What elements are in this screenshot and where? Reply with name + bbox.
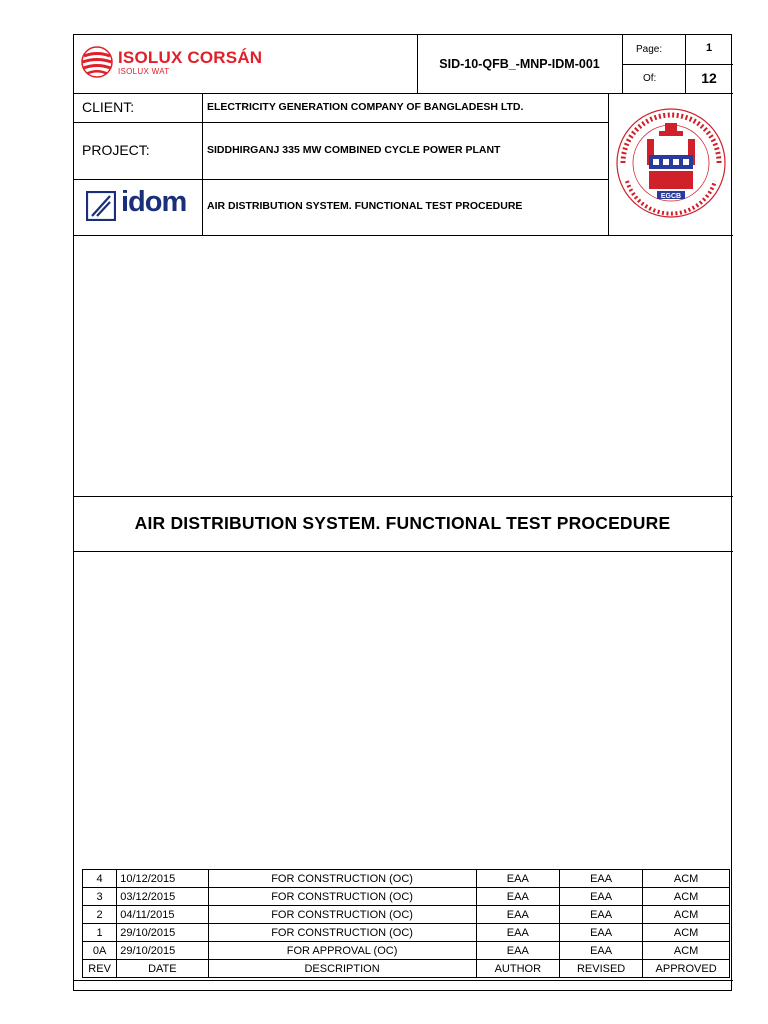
revision-table: [82, 869, 730, 978]
approved-cell: ACM: [643, 870, 730, 888]
revised-cell: EAA: [559, 942, 642, 960]
date-cell: 03/12/2015: [117, 888, 208, 906]
header-approved: APPROVED: [643, 960, 730, 978]
egcb-seal-icon: [609, 95, 733, 234]
page-label: Page:: [636, 44, 663, 55]
date-cell: 29/10/2015: [117, 942, 208, 960]
description-cell: FOR APPROVAL (OC): [208, 942, 476, 960]
document-id: SID-10-QFB_-MNP-IDM-001: [439, 57, 600, 71]
divider: [74, 179, 608, 180]
table-row: [83, 924, 730, 942]
description-cell: FOR CONSTRUCTION (OC): [208, 888, 476, 906]
isolux-globe-icon: [80, 45, 114, 79]
author-cell: EAA: [476, 906, 559, 924]
approved-cell: ACM: [643, 924, 730, 942]
revised-cell: EAA: [559, 924, 642, 942]
divider: [74, 93, 608, 94]
date-cell: 10/12/2015: [117, 870, 208, 888]
rev-cell: 2: [83, 906, 117, 924]
project-value: SIDDHIRGANJ 335 MW COMBINED CYCLE POWER PLANT: [207, 144, 501, 156]
rev-cell: 4: [83, 870, 117, 888]
revised-cell: EAA: [559, 870, 642, 888]
idom-logo: [86, 186, 198, 223]
header-author: AUTHOR: [476, 960, 559, 978]
of-label: Of:: [643, 73, 657, 84]
table-row: [83, 888, 730, 906]
header-description: DESCRIPTION: [208, 960, 476, 978]
idom-logo-text: idom: [121, 186, 187, 218]
company-subname: ISOLUX WAT: [118, 67, 170, 76]
client-value: ELECTRICITY GENERATION COMPANY OF BANGLADESH LTD.: [207, 101, 524, 113]
author-cell: EAA: [476, 924, 559, 942]
client-label: CLIENT:: [82, 99, 135, 115]
date-cell: 29/10/2015: [117, 924, 208, 942]
table-row: [83, 870, 730, 888]
date-cell: 04/11/2015: [117, 906, 208, 924]
description-cell: FOR CONSTRUCTION (OC): [208, 870, 476, 888]
approved-cell: ACM: [643, 888, 730, 906]
project-label: PROJECT:: [82, 142, 150, 158]
approved-cell: ACM: [643, 942, 730, 960]
isolux-corsan-logo: [80, 43, 280, 89]
rev-cell: 3: [83, 888, 117, 906]
idom-mark-icon: [86, 191, 116, 221]
description-cell: FOR CONSTRUCTION (OC): [208, 924, 476, 942]
rev-cell: 0A: [83, 942, 117, 960]
table-header-row: [83, 960, 730, 978]
divider: [202, 93, 203, 235]
approved-cell: ACM: [643, 906, 730, 924]
author-cell: EAA: [476, 870, 559, 888]
egcb-seal: [609, 95, 733, 234]
revised-cell: EAA: [559, 906, 642, 924]
description-cell: FOR CONSTRUCTION (OC): [208, 906, 476, 924]
author-cell: EAA: [476, 888, 559, 906]
svg-text:EGCB: EGCB: [660, 193, 682, 200]
divider: [608, 93, 733, 94]
main-title: AIR DISTRIBUTION SYSTEM. FUNCTIONAL TEST PROCEDURE: [134, 513, 671, 533]
header-revised: REVISED: [559, 960, 642, 978]
document-subtitle: AIR DISTRIBUTION SYSTEM. FUNCTIONAL TEST PROCEDURE: [207, 200, 523, 212]
table-row: [83, 906, 730, 924]
revised-cell: EAA: [559, 888, 642, 906]
divider: [74, 980, 733, 981]
divider: [74, 122, 608, 123]
table-row: [83, 942, 730, 960]
divider: [622, 64, 733, 65]
page-number: 1: [705, 42, 713, 54]
document-frame: [73, 34, 732, 991]
company-name: ISOLUX CORSÁN: [118, 48, 263, 67]
divider: [74, 551, 733, 552]
divider: [74, 235, 733, 236]
author-cell: EAA: [476, 942, 559, 960]
rev-cell: 1: [83, 924, 117, 942]
total-pages: 12: [701, 70, 717, 86]
header-rev: REV: [83, 960, 117, 978]
header-date: DATE: [117, 960, 208, 978]
